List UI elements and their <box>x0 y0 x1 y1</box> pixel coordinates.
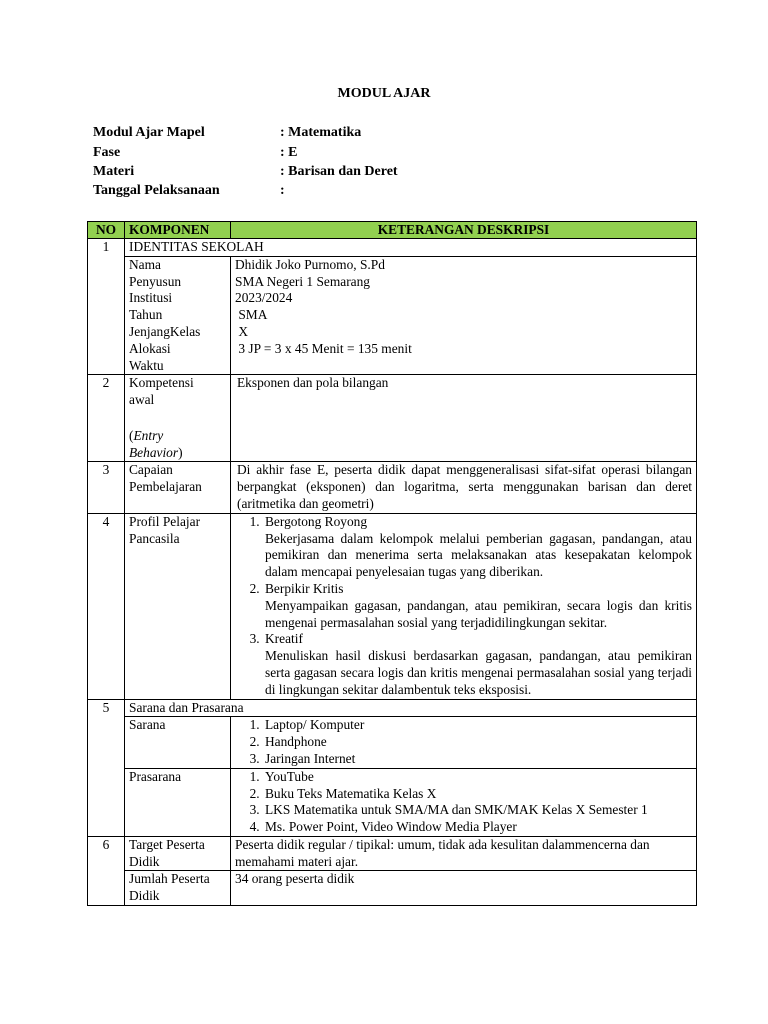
prasarana-list-cell <box>231 768 697 836</box>
meta-row-materi: Materi : Barisan dan Deret <box>93 164 398 179</box>
row-number: 3 <box>88 462 125 513</box>
list-item: 3. Jaringan Internet <box>263 751 692 768</box>
list-item: 1. YouTube <box>263 769 692 786</box>
sarana-label: Sarana <box>125 717 231 768</box>
table-row-5-section <box>88 699 697 717</box>
prasarana-list <box>235 769 692 836</box>
list-item: 3. LKS Matematika untuk SMA/MA dan SMK/MAK Kelas X Semester 1 <box>263 802 692 819</box>
description-cell: Eksponen dan pola bilangan <box>231 375 697 462</box>
description-cell: 34 orang peserta didik <box>231 871 697 906</box>
table-row-4 <box>88 513 697 699</box>
table-row-1-identity <box>88 256 697 375</box>
row-number: 6 <box>88 836 125 905</box>
profil-list <box>235 514 692 699</box>
table-row-3 <box>88 462 697 513</box>
list-item: 2. Buku Teks Matematika Kelas X <box>263 786 692 803</box>
list-item: 3. Kreatif Menuliskan hasil diskusi berdasarkan gagasan, pandangan, atau pemikiran serta gagasan secara logis dan kritis mengenai permasalahan sosial yang terjadi di lingkungan sekitar dalambentuk teks eksposisi. <box>263 631 692 698</box>
meta-row-tanggal: Tanggal Pelaksanaan : <box>93 183 285 198</box>
identity-values: Dhidik Joko Purnomo, S.Pd SMA Negeri 1 Semarang 2023/2024 SMA X 3 JP = 3 x 45 Menit = 135 menit <box>231 256 697 375</box>
table-header-row <box>88 222 697 239</box>
table-row-2 <box>88 375 697 462</box>
meta-row-fase: Fase : E <box>93 145 298 160</box>
komponen-cell: Capaian Pembelajaran <box>125 462 231 513</box>
table-row-5-sarana <box>88 717 697 768</box>
komponen-cell: Jumlah Peserta Didik <box>125 871 231 906</box>
list-item: 1. Laptop/ Komputer <box>263 717 692 734</box>
header-komponen: KOMPONEN <box>125 222 231 239</box>
row-number: 1 <box>88 239 125 375</box>
table-row-5-prasarana <box>88 768 697 836</box>
list-item: 2. Handphone <box>263 734 692 751</box>
table-row-6-jumlah <box>88 871 697 906</box>
description-cell: Peserta didik regular / tipikal: umum, tidak ada kesulitan dalammencerna dan memahami materi ajar. <box>231 836 697 871</box>
document-title: MODUL AJAR <box>337 86 431 101</box>
table-row-6-target <box>88 836 697 871</box>
header-keterangan: KETERANGAN DESKRIPSI <box>231 222 697 239</box>
komponen-cell: Target Peserta Didik <box>125 836 231 871</box>
description-cell <box>231 513 697 699</box>
row-number: 5 <box>88 699 125 836</box>
identity-labels: Nama Penyusun Institusi Tahun JenjangKelas Alokasi Waktu <box>125 256 231 375</box>
sarana-list <box>235 717 692 767</box>
row-number: 2 <box>88 375 125 462</box>
module-table <box>87 221 697 906</box>
list-item: 2. Berpikir Kritis Menyampaikan gagasan, pandangan, atau pemikiran, secara logis dan kritis mengenai permasalahan sosial yang terjadidilingkungan sekitar. <box>263 581 692 631</box>
komponen-cell: Kompetensi awal (Entry Behavior) <box>125 375 231 462</box>
sarana-list-cell <box>231 717 697 768</box>
list-item: 1. Bergotong Royong Bekerjasama dalam kelompok melalui pemberian gagasan, pandangan, atau pemikiran dan menerima serta melaksanakan atas kesepakatan kelompok dalam mencapai penyelesaian tugas yang diberikan. <box>263 514 692 581</box>
section-heading: Sarana dan Prasarana <box>125 699 697 717</box>
header-no: NO <box>88 222 125 239</box>
meta-row-mapel: Modul Ajar Mapel : Matematika <box>93 125 362 140</box>
table-row-1-section <box>88 239 697 257</box>
description-cell: Di akhir fase E, peserta didik dapat menggeneralisasi sifat-sifat operasi bilangan berpangkat (eksponen) dan logaritma, serta menggunakan barisan dan deret (aritmetika dan geometri) <box>231 462 697 513</box>
section-heading: IDENTITAS SEKOLAH <box>125 239 697 257</box>
prasarana-label: Prasarana <box>125 768 231 836</box>
row-number: 4 <box>88 513 125 699</box>
komponen-cell: Profil Pelajar Pancasila <box>125 513 231 699</box>
list-item: 4. Ms. Power Point, Video Window Media Player <box>263 819 692 836</box>
